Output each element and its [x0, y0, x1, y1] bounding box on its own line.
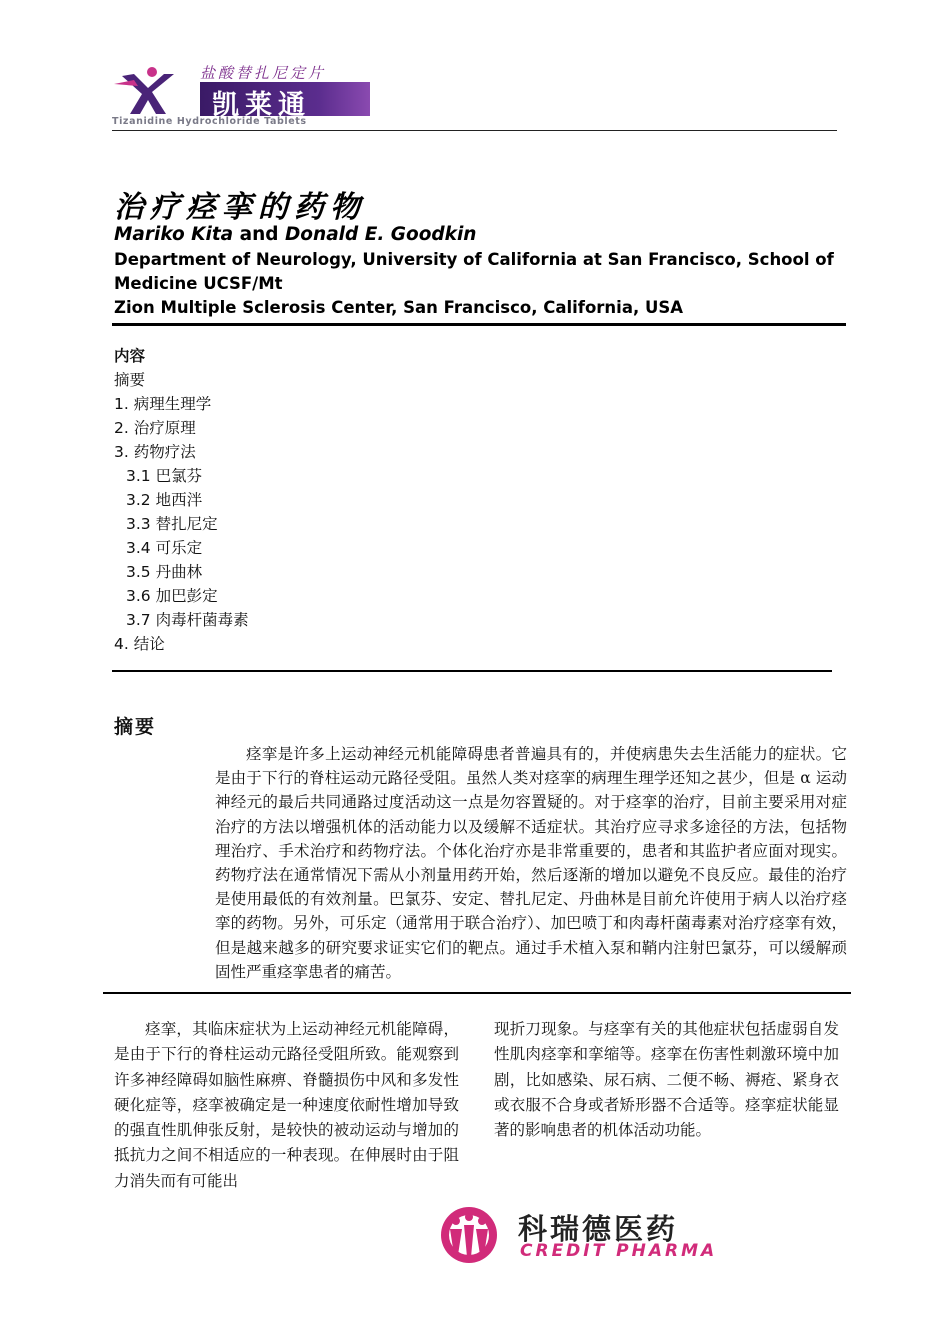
title-divider [112, 323, 846, 326]
toc-subitem[interactable]: 3.4 可乐定 [126, 539, 203, 557]
abstract-text: 痉挛是许多上运动神经元机能障碍患者普遍具有的，并使病患失去生活能力的症状。它是由于下行的脊柱运动元路径受阻。虽然人类对痉挛的病理生理学还知之甚少，但是 α 运动神经元的最后共同通路过度活动这一点是勿容置疑的。对于痉挛的治疗，目前主要采用对症治疗的方法以增强机体的活动能力以及缓解不适症状。其治疗应寻求多途径的方法，包括物理治疗、手术治疗和药物疗法。个体化治疗亦是非常重要的，患者和其监护者应面对现实。药物疗法在通常情况下需从小剂量用药开始，然后逐渐的增加以避免不良反应。最佳的治疗是使用最低的有效剂量。巴氯芬、安定、替扎尼定、丹曲林是目前允许使用于病人以治疗痉挛的药物。另外，可乐定（通常用于联合治疗）、加巴喷丁和肉毒杆菌毒素对治疗痉挛有效，但是越来越多的研究要求证实它们的靶点。通过手术植入泵和鞘内注射巴氯芬，可以缓解顽固性严重痉挛患者的痛苦。 [215, 745, 847, 981]
people-circle-logo-icon [436, 1205, 502, 1265]
toc-subitem[interactable]: 3.5 丹曲林 [126, 563, 203, 581]
footer-company-logo [436, 1205, 736, 1265]
logo-subtitle: 盐酸替扎尼定片 [200, 64, 327, 82]
author-2: Donald E. Goodkin [284, 224, 477, 245]
toc-item[interactable]: 1. 病理生理学 [114, 395, 212, 413]
logo-english-name: Tizanidine Hydrochloride Tablets [112, 116, 307, 127]
body-right-column: 现折刀现象。与痉挛有关的其他症状包括虚弱自发性肌肉痉挛和挛缩等。痉挛在伤害性刺激环境中加剧，比如感染、尿石病、二便不畅、褥疮、紧身衣或衣服不合身或者矫形器不合适等。痉挛症状能显著的影响患者的机体活动功能。 [494, 1020, 839, 1140]
toc-subitem[interactable]: 3.3 替扎尼定 [126, 515, 218, 533]
toc-subitem[interactable]: 3.2 地西泮 [126, 491, 203, 509]
abstract-heading: 摘要 [114, 716, 157, 738]
company-name-cn: 科瑞德医药 [518, 1212, 679, 1246]
toc-item[interactable]: 4. 结论 [114, 635, 165, 653]
company-name-en: CREDIT PHARMA [520, 1241, 718, 1261]
author-1: Mariko Kita [114, 224, 234, 245]
article-title: 治疗痉挛的药物 [114, 190, 366, 225]
author-join: and [233, 224, 285, 245]
brand-logo-kailaitong [112, 62, 377, 130]
toc-subitem[interactable]: 3.6 加巴彭定 [126, 587, 218, 605]
body-left-column: 痉挛，其临床症状为上运动神经元机能障碍，是由于下行的脊柱运动元路径受阻所致。能观察到许多神经障碍如脑性麻痹、脊髓损伤中风和多发性硬化症等，痉挛被确定是一种速度依耐性增加导致的强直性肌伸张反射，是较快的被动运动与增加的抵抗力之间不相适应的一种表现。在伸展时由于阻力消失而有可能出 [114, 1020, 459, 1190]
affiliation-line-2: Zion Multiple Sclerosis Center, San Francisco, California, USA [114, 298, 684, 317]
running-figure-logo-icon [112, 66, 182, 116]
toc-subitem[interactable]: 3.1 巴氯芬 [126, 467, 203, 485]
table-of-contents [114, 344, 249, 656]
toc-item[interactable]: 3. 药物疗法 [114, 443, 196, 461]
header-divider [112, 130, 837, 131]
toc-item[interactable]: 2. 治疗原理 [114, 419, 196, 437]
toc-item[interactable]: 摘要 [114, 371, 146, 389]
toc-subitem[interactable]: 3.7 肉毒杆菌毒素 [126, 611, 249, 629]
affiliation-line-1: Department of Neurology, University of California at San Francisco, School of Medicine UCSF/Mt [114, 250, 834, 293]
toc-divider [112, 670, 832, 672]
abstract-divider [103, 992, 851, 994]
toc-heading: 内容 [114, 347, 146, 365]
author-affiliation [114, 248, 844, 320]
logo-brand-name: 凯莱通 [212, 90, 311, 121]
article-authors [114, 224, 476, 245]
